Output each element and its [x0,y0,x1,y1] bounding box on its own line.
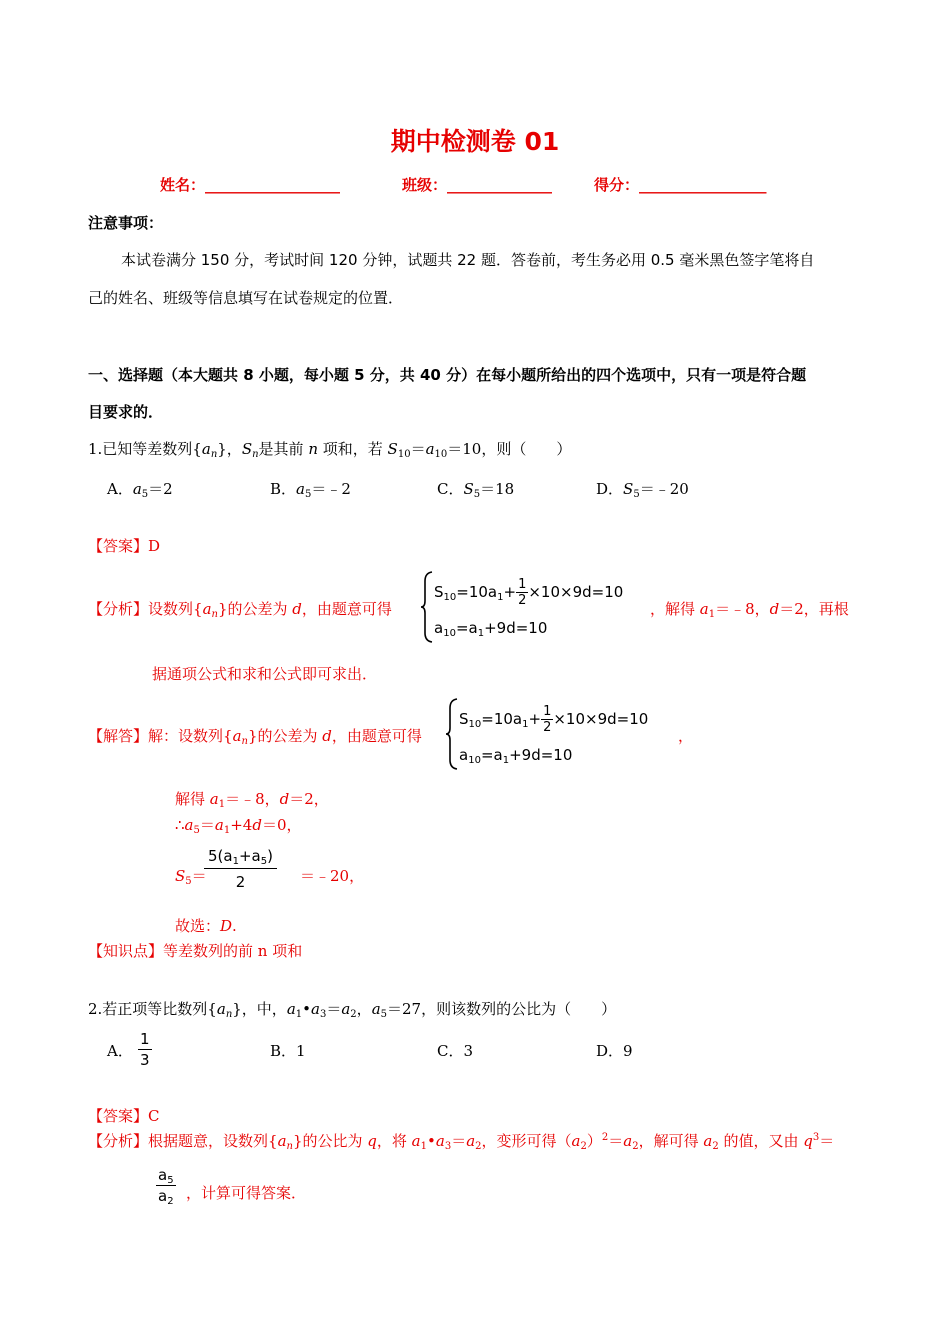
system-equation-1: $S_{10}=10a_1+$ $\frac{1}{2}$ ×10×9d=10 [459,704,649,735]
class-label: 班级： [402,176,448,194]
q1-analysis-equation-system [420,571,650,643]
system-equation-2: $a_{10}=a_1+9d=10$ [434,619,548,639]
notice-line-1: 本试卷满分 150 分，考试时间 120 分钟，试题共 22 题．答卷前，考生务必用 0.5 毫米黑色签字笔将自 [121,251,815,269]
score-label: 得分： [594,176,640,194]
answer-tag: 【答案】 [88,537,149,555]
q1-option-a[interactable]: A．$a_5=2$ [107,480,173,500]
fraction-denominator: 2 [235,873,246,891]
q1-option-b[interactable]: B．$a_5=﹣2$ [270,480,351,500]
q1-answer [88,536,160,556]
q2-analysis: 【分析】根据题意，设数列$\{a_n\}$的公比为 q，将 $a_1•a_3=a_2$，变形可得$(a_2)^2=a_2$，解可得 $a_2$ 的值，又由 $q^3=$ [88,1132,835,1152]
q2-ratio-fraction [156,1166,176,1205]
notice-line-2: 己的姓名、班级等信息填写在试卷规定的位置． [88,289,404,307]
q1-option-c[interactable]: C．$S_5=18$ [437,480,515,500]
name-blank: __________________ [205,176,341,194]
answer-value: D [148,537,161,555]
q2-option-a-fraction: 1 3 [140,1030,150,1069]
question-2-stem: 2.若正项等比数列$\{a_n\}$，中，$a_1•a_3=a_2$，$a_5=27$，则该数列的公比为（ ） [88,1000,617,1020]
section-heading-line-1: 一、选择题（本大题共 8 小题，每小题 5 分，共 40 分）在每小题所给出的四个选项中，只有一项是符合题 [88,366,807,384]
notice-heading: 注意事项： [88,214,164,232]
q2-option-d[interactable]: D．9 [596,1042,633,1060]
question-1-stem: 1.已知等差数列$\{a_n\}$，$S_n$是其前 n 项和，若 $S_{10}=a_{10}=10$，则（ ） [88,440,572,460]
q1-analysis: 【分析】设数列$\{a_n\}$的公差为 d，由题意可得 [88,600,392,620]
section-heading-line-2: 目要求的． [88,403,164,421]
name-field[interactable] [160,174,340,195]
name-label: 姓名： [160,176,206,194]
answer-value: C [148,1107,160,1125]
q1-solution-step-2: $\therefore a_5=a_1+4d=0$， [175,816,302,836]
score-field[interactable] [594,174,767,195]
fraction-numerator: $a_5$ [158,1166,174,1186]
system-equation-2: $a_{10}=a_1+9d=10$ [459,746,573,766]
q1-solution: 【解答】解：设数列$\{a_n\}$的公差为 d，由题意可得 [88,727,422,747]
q1-option-d[interactable]: D．$S_5=﹣20$ [596,480,689,500]
score-blank: _________________ [639,176,767,194]
left-brace-icon [445,698,459,770]
q2-option-b[interactable]: B．1 [270,1042,306,1060]
class-blank: ______________ [447,176,553,194]
fraction-denominator: $a_2$ [158,1187,174,1207]
class-field[interactable] [402,174,552,195]
q1-s5-fraction [204,847,277,891]
q1-analysis-line-2: 据通项公式和求和公式即可求出． [152,665,378,683]
q1-analysis-result: ，解得 $a_1=﹣8$，d＝2，再根 [650,600,849,620]
q1-knowledge-point: 【知识点】等差数列的前 n 项和 [88,942,303,960]
q1-solution-step-1: 解得 $a_1=﹣8$，d＝2， [175,790,329,810]
q1-solution-step-3-label: $S_5=$ [175,867,207,887]
q1-solution-comma: ， [678,727,694,745]
system-equation-1: $S_{10}=10a_1+$ $\frac{1}{2}$ ×10×9d=10 [434,577,624,608]
page-title: 期中检测卷 01 [390,127,560,156]
q2-option-a[interactable]: A． [107,1042,133,1060]
q1-solution-step-3-result: ＝﹣20， [300,867,365,885]
q1-solution-equation-system [445,698,675,770]
q2-option-c[interactable]: C．3 [437,1042,474,1060]
left-brace-icon [420,571,434,643]
q2-answer [88,1106,160,1126]
q1-solution-choice: 故选：D. [175,917,237,935]
fraction-numerator: $5(a_1+a_5)$ [204,847,277,869]
q2-analysis-line-2: ，计算可得答案． [186,1184,307,1202]
answer-tag: 【答案】 [88,1107,149,1125]
